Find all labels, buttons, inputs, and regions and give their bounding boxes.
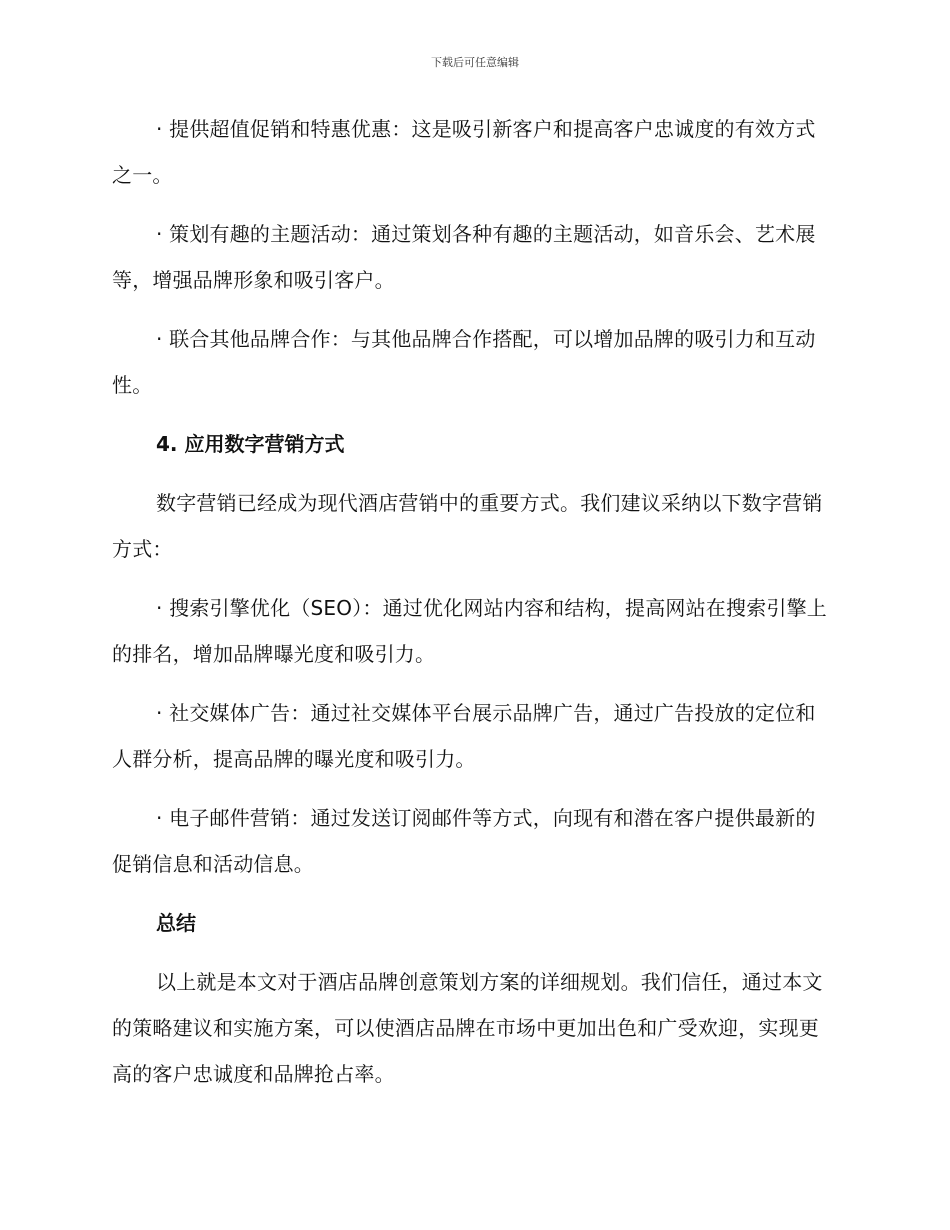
bullet-brand-partnership: · 联合其他品牌合作：与其他品牌合作搭配，可以增加品牌的吸引力和互动性。 — [112, 327, 816, 397]
bullet-theme-events: · 策划有趣的主题活动：通过策划各种有趣的主题活动，如音乐会、艺术展等，增强品牌形象和吸引客户。 — [112, 222, 816, 292]
bullet-promotions: · 提供超值促销和特惠优惠：这是吸引新客户和提高客户忠诚度的有效方式之一。 — [112, 117, 816, 187]
section-heading-digital-marketing: 4. 应用数字营销方式 — [156, 432, 345, 456]
section-heading-summary: 总结 — [156, 911, 196, 935]
bullet-email-marketing: · 电子邮件营销：通过发送订阅邮件等方式，向现有和潜在客户提供最新的促销信息和活动信息。 — [112, 806, 816, 876]
bullet-seo: · 搜索引擎优化（SEO）：通过优化网站内容和结构，提高网站在搜索引擎上的排名，增加品牌曝光度和吸引力。 — [112, 596, 827, 666]
summary-paragraph: 以上就是本文对于酒店品牌创意策划方案的详细规划。我们信任，通过本文的策略建议和实施方案，可以使酒店品牌在市场中更加出色和广受欢迎，实现更高的客户忠诚度和品牌抢占率。 — [112, 970, 823, 1086]
page-header: 下载后可任意编辑 — [431, 56, 519, 69]
bullet-social-media-ads: · 社交媒体广告：通过社交媒体平台展示品牌广告，通过广告投放的定位和人群分析，提高品牌的曝光度和吸引力。 — [112, 701, 816, 771]
digital-marketing-intro: 数字营销已经成为现代酒店营销中的重要方式。我们建议采纳以下数字营销方式： — [112, 491, 823, 561]
document-body — [112, 106, 834, 1110]
